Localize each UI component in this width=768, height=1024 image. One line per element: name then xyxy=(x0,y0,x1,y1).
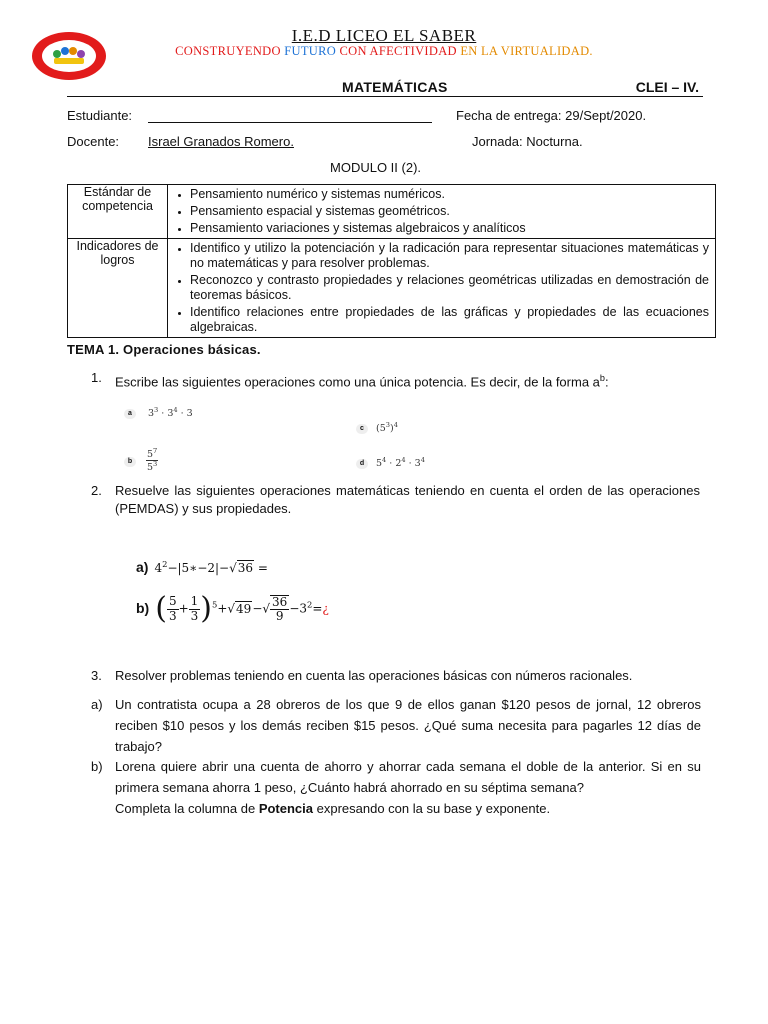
due-date: Fecha de entrega: 29/Sept/2020. xyxy=(456,108,647,123)
indicators-cell xyxy=(168,239,716,338)
list-item: • Identifico relaciones entre propiedades de las gráficas y propiedades de las ecuaciones algebraicas. xyxy=(190,305,709,335)
subject-line xyxy=(67,80,703,97)
list-item: • Pensamiento variaciones y sistemas algebraicos y analíticos xyxy=(190,221,709,236)
table-row xyxy=(68,185,716,239)
slogan-part-2: FUTURO xyxy=(284,44,337,58)
teacher-name: Israel Granados Romero. xyxy=(148,134,294,149)
teacher-label: Docente: xyxy=(67,134,120,149)
item-label-b: b xyxy=(124,457,136,467)
question-2 xyxy=(91,482,700,522)
item-label-a: a xyxy=(124,409,136,419)
slogan-part-4: EN LA VIRTUALIDAD. xyxy=(460,44,593,58)
problem-label-b: b) xyxy=(91,759,103,774)
problem-text-b: Lorena quiere abrir una cuenta de ahorro y ahorrar cada semana el doble de la anterior. Si en su primera semana ahorra 1 peso, ¿Cuánto habrá ahorrado en su séptima semana? xyxy=(115,759,701,795)
instruction-post: expresando con la su base y exponente. xyxy=(313,801,551,816)
standards-cell xyxy=(168,185,716,239)
student-name-field[interactable] xyxy=(148,122,432,123)
expression-label-b: b) xyxy=(136,599,150,616)
slogan-part-1: CONSTRUYENDO xyxy=(175,44,281,58)
colon: : xyxy=(604,374,609,390)
instruction-bold: Potencia xyxy=(258,801,313,816)
row-label-standards: Estándar de competencia xyxy=(68,185,168,239)
table-row xyxy=(68,239,716,338)
item-label-c: c xyxy=(356,424,368,434)
question-text: Resuelve las siguientes operaciones matemáticas teniendo en cuenta el orden de las operaciones (PEMDAS) y sus propiedades. xyxy=(115,483,700,516)
level-label: CLEI – IV. xyxy=(635,79,699,95)
school-title: I.E.D LICEO EL SABER xyxy=(291,26,477,45)
topic-heading: TEMA 1. Operaciones básicas. xyxy=(67,342,261,357)
math-expression-d: $5^4 \cdot 2^4 \cdot 3^4$ xyxy=(376,456,425,470)
question-3 xyxy=(91,667,700,687)
expression-2a: a) $4^2-|5∗-2|-√36$ = xyxy=(136,559,268,575)
instruction-pre: Completa la columna de xyxy=(115,801,259,816)
subject-title: MATEMÁTICAS xyxy=(342,79,448,95)
item-label-d: d xyxy=(356,459,368,469)
row-label-indicators: Indicadores de logros xyxy=(68,239,168,338)
question-number: 3. xyxy=(91,668,102,683)
module-label: MODULO II (2). xyxy=(330,160,422,175)
problem-label-a: a) xyxy=(91,697,103,712)
question-number: 1. xyxy=(91,370,102,385)
shift-label: Jornada: Nocturna. xyxy=(472,134,583,149)
school-slogan xyxy=(0,44,768,59)
question-1 xyxy=(91,369,711,389)
standards-table xyxy=(67,184,716,338)
power-exponent: b xyxy=(599,373,605,383)
math-expression-a: $3^3 \cdot 3^4 \cdot 3$ xyxy=(148,406,193,420)
problem-text-a: Un contratista ocupa a 28 obreros de los que 9 de ellos ganan $120 pesos de jornal, 12 obreros reciben $10 pesos y los demás reciben $15 pesos. ¿Qué suma necesita para pagarles 12 días de trabajo? xyxy=(115,697,701,754)
list-item: • Pensamiento espacial y sistemas geométricos. xyxy=(190,204,709,219)
question-text: Escribe las siguientes operaciones como una única potencia. Es decir, de la forma a xyxy=(115,374,600,390)
question-number: 2. xyxy=(91,483,102,498)
slogan-part-3: CON AFECTIVIDAD xyxy=(339,44,457,58)
expression-label-a: a) xyxy=(136,559,149,575)
list-item: • Identifico y utilizo la potenciación y la radicación para representar situaciones matemáticas y no matemáticas y para resolver problemas. xyxy=(190,241,709,271)
question-text: Resolver problemas teniendo en cuenta las operaciones básicas con números racionales. xyxy=(115,668,633,683)
expression-2b: b) ( $\frac{5}{3}$ + $\frac{1}{3}$ )$^5$+√49−√ $\frac{36}{9}$ $-3^2=¿$ xyxy=(136,591,329,626)
list-item: • Reconozco y contrasto propiedades y relaciones geométricas utilizadas en demostración de teoremas básicos. xyxy=(190,273,709,303)
list-item: • Pensamiento numérico y sistemas numéricos. xyxy=(190,187,709,202)
student-label: Estudiante: xyxy=(67,108,133,123)
math-expression-c: $(5^3)^4$ xyxy=(376,421,398,435)
math-expression-b: $\frac{5^7}{5^3}$ xyxy=(147,447,158,474)
